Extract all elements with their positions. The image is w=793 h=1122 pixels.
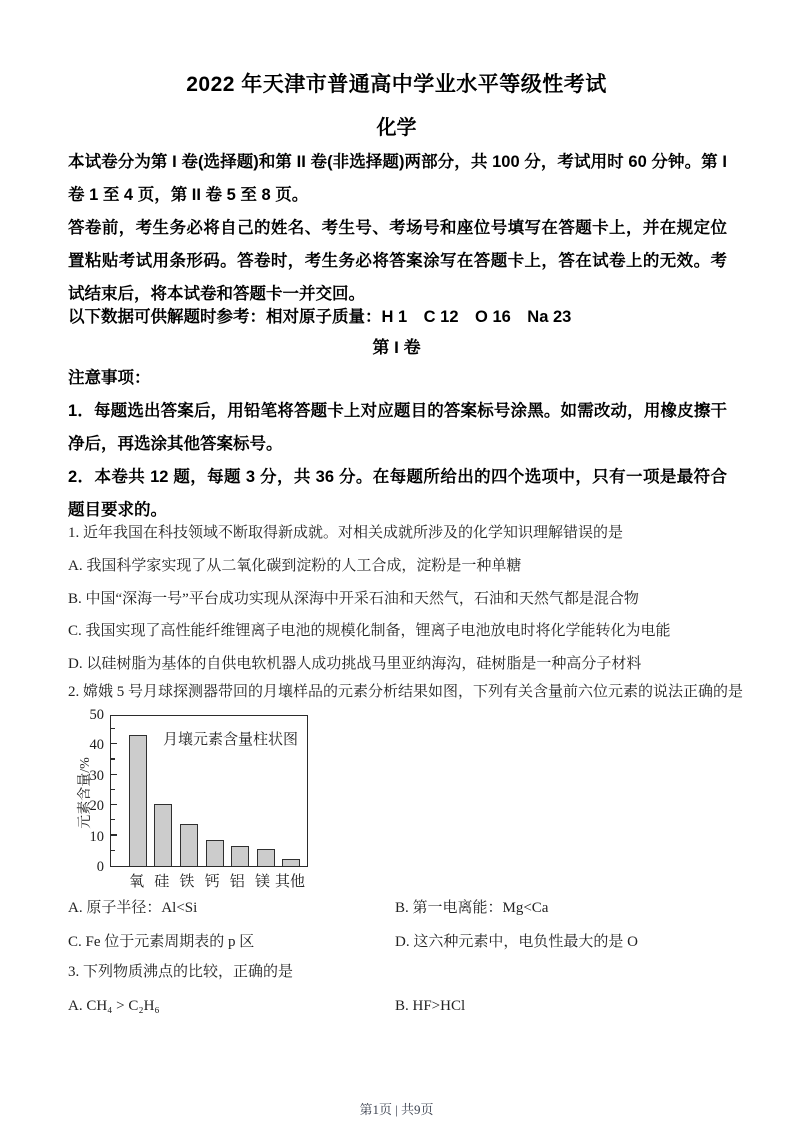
chart-bar (231, 846, 249, 866)
question-1-stem: 1. 近年我国在科技领域不断取得新成就。对相关成就所涉及的化学知识理解错误的是 (68, 525, 624, 541)
chart-y-major-tick (111, 804, 117, 805)
chart-bar-slot (278, 859, 304, 866)
chart-y-minor-tick (111, 728, 115, 729)
question-1-option-d: D. 以硅树脂为基体的自供电软机器人成功挑战马里亚纳海沟，硅树脂是一种高分子材料 (68, 655, 642, 672)
question-2-option-b: B. 第一电离能：Mg<Ca (395, 900, 549, 916)
chart-y-tick-label: 10 (89, 828, 104, 845)
chart-y-minor-tick (111, 819, 115, 820)
intro-paragraph: 本试卷分为第 I 卷(选择题)和第 II 卷(非选择题)两部分，共 100 分，考试用时 60 分钟。第 I 卷 1 至 4 页，第 II 卷 5 至 8 页。 (68, 153, 727, 204)
chart-plot-area (110, 715, 308, 867)
chart-x-tick-label: 镁 (254, 874, 270, 890)
question-1 (68, 523, 768, 686)
chart-y-major-tick (111, 834, 117, 835)
chart-y-tick-label: 50 (89, 707, 104, 723)
chart-y-tick-label: 0 (96, 859, 104, 875)
chart-y-major-tick (111, 743, 117, 744)
chart-x-tick-label: 铝 (229, 874, 245, 890)
chart-bar (180, 824, 198, 866)
question-2-option-c: C. Fe 位于元素周期表的 p 区 (68, 934, 255, 950)
chart-bar (257, 849, 275, 866)
exam-subject: 化学 (376, 117, 417, 139)
question-2-stem: 2. 嫦娥 5 号月球探测器带回的月壤样品的元素分析结果如图，下列有关含量前六位元素的说法正确的是 (68, 684, 744, 700)
question-2-option-d: D. 这六种元素中，电负性最大的是 O (395, 934, 638, 950)
chart-y-minor-tick (111, 758, 115, 759)
chart-x-tick-label: 氧 (129, 874, 145, 890)
chart-bar-slot (227, 846, 253, 866)
chart-bars (111, 716, 307, 866)
question-1-option-b: B. 中国“深海一号”平台成功实现从深海中开采石油和天然气，石油和天然气都是混合物 (68, 590, 639, 607)
chart-x-tick-label: 其他 (275, 874, 306, 890)
chart-bar (282, 859, 300, 866)
note-item-1: 1．每题选出答案后，用铅笔将答题卡上对应题目的答案标号涂黑。如需改动，用橡皮擦干净后，再选涂其他答案标号。 (68, 402, 727, 453)
question-3 (68, 962, 768, 995)
chart-x-tick-label: 钙 (204, 874, 220, 890)
question-1-option-a: A. 我国科学家实现了从二氧化碳到淀粉的人工合成，淀粉是一种单糖 (68, 558, 522, 574)
chart-x-axis-labels (110, 870, 308, 891)
chart-bar (206, 840, 224, 866)
chart-y-major-tick (111, 774, 117, 775)
chart-y-axis-label: 元素含量/% (78, 757, 93, 829)
question-3-stem: 3. 下列物质沸点的比较，正确的是 (68, 964, 294, 980)
chart-y-tick-label: 20 (89, 798, 104, 815)
lunar-soil-element-bar-chart (65, 706, 327, 892)
question-3-option-a: A. CH₄ > C₂H₆ (68, 998, 160, 1014)
chart-bar-slot (253, 849, 279, 866)
chart-title: 月壤元素含量柱状图 (163, 732, 299, 748)
question-2-option-a: A. 原子半径：Al<Si (68, 900, 198, 916)
chart-y-tick-label: 30 (89, 767, 104, 784)
chart-x-tick-label: 铁 (179, 874, 195, 890)
question-3-options (68, 996, 768, 1016)
chart-bar-slot (202, 840, 228, 866)
chart-bar (129, 735, 147, 866)
chart-y-minor-tick (111, 850, 115, 851)
chart-bar-slot (151, 804, 177, 866)
chart-bar-slot (125, 735, 151, 866)
exam-title: 2022 年天津市普通高中学业水平等级性考试 (186, 73, 607, 96)
reference-data-line: 以下数据可供解题时参考：相对原子质量：H 1 C 12 O 16 Na 23 (68, 308, 572, 326)
chart-x-tick-label: 硅 (154, 874, 170, 890)
chart-bar (154, 804, 172, 866)
chart-y-tick-label: 40 (89, 737, 104, 754)
instructions-paragraph: 答卷前，考生务必将自己的姓名、考生号、考场号和座位号填写在答题卡上，并在规定位置粘贴考试用条形码。答卷时，考生务必将答案涂写在答题卡上，答在试卷上的无效。考试结束后，将本试卷和答题卡一并交回。 (68, 219, 727, 303)
chart-bar-slot (176, 824, 202, 866)
notes-title: 注意事项： (68, 369, 151, 387)
question-2-options (68, 898, 768, 952)
chart-y-minor-tick (111, 789, 115, 790)
section-title: 第 I 卷 (372, 338, 421, 357)
question-1-option-c: C. 我国实现了高性能纤维锂离子电池的规模化制备，锂离子电池放电时将化学能转化为电能 (68, 623, 671, 639)
chart-y-axis (80, 707, 107, 875)
page-number-indicator: 第1页 | 共9页 (359, 1102, 434, 1117)
question-3-option-b: B. HF>HCl (395, 998, 466, 1014)
note-item-2: 2．本卷共 12 题，每题 3 分，共 36 分。在每题所给出的四个选项中，只有一项是最符合题目要求的。 (68, 468, 727, 519)
